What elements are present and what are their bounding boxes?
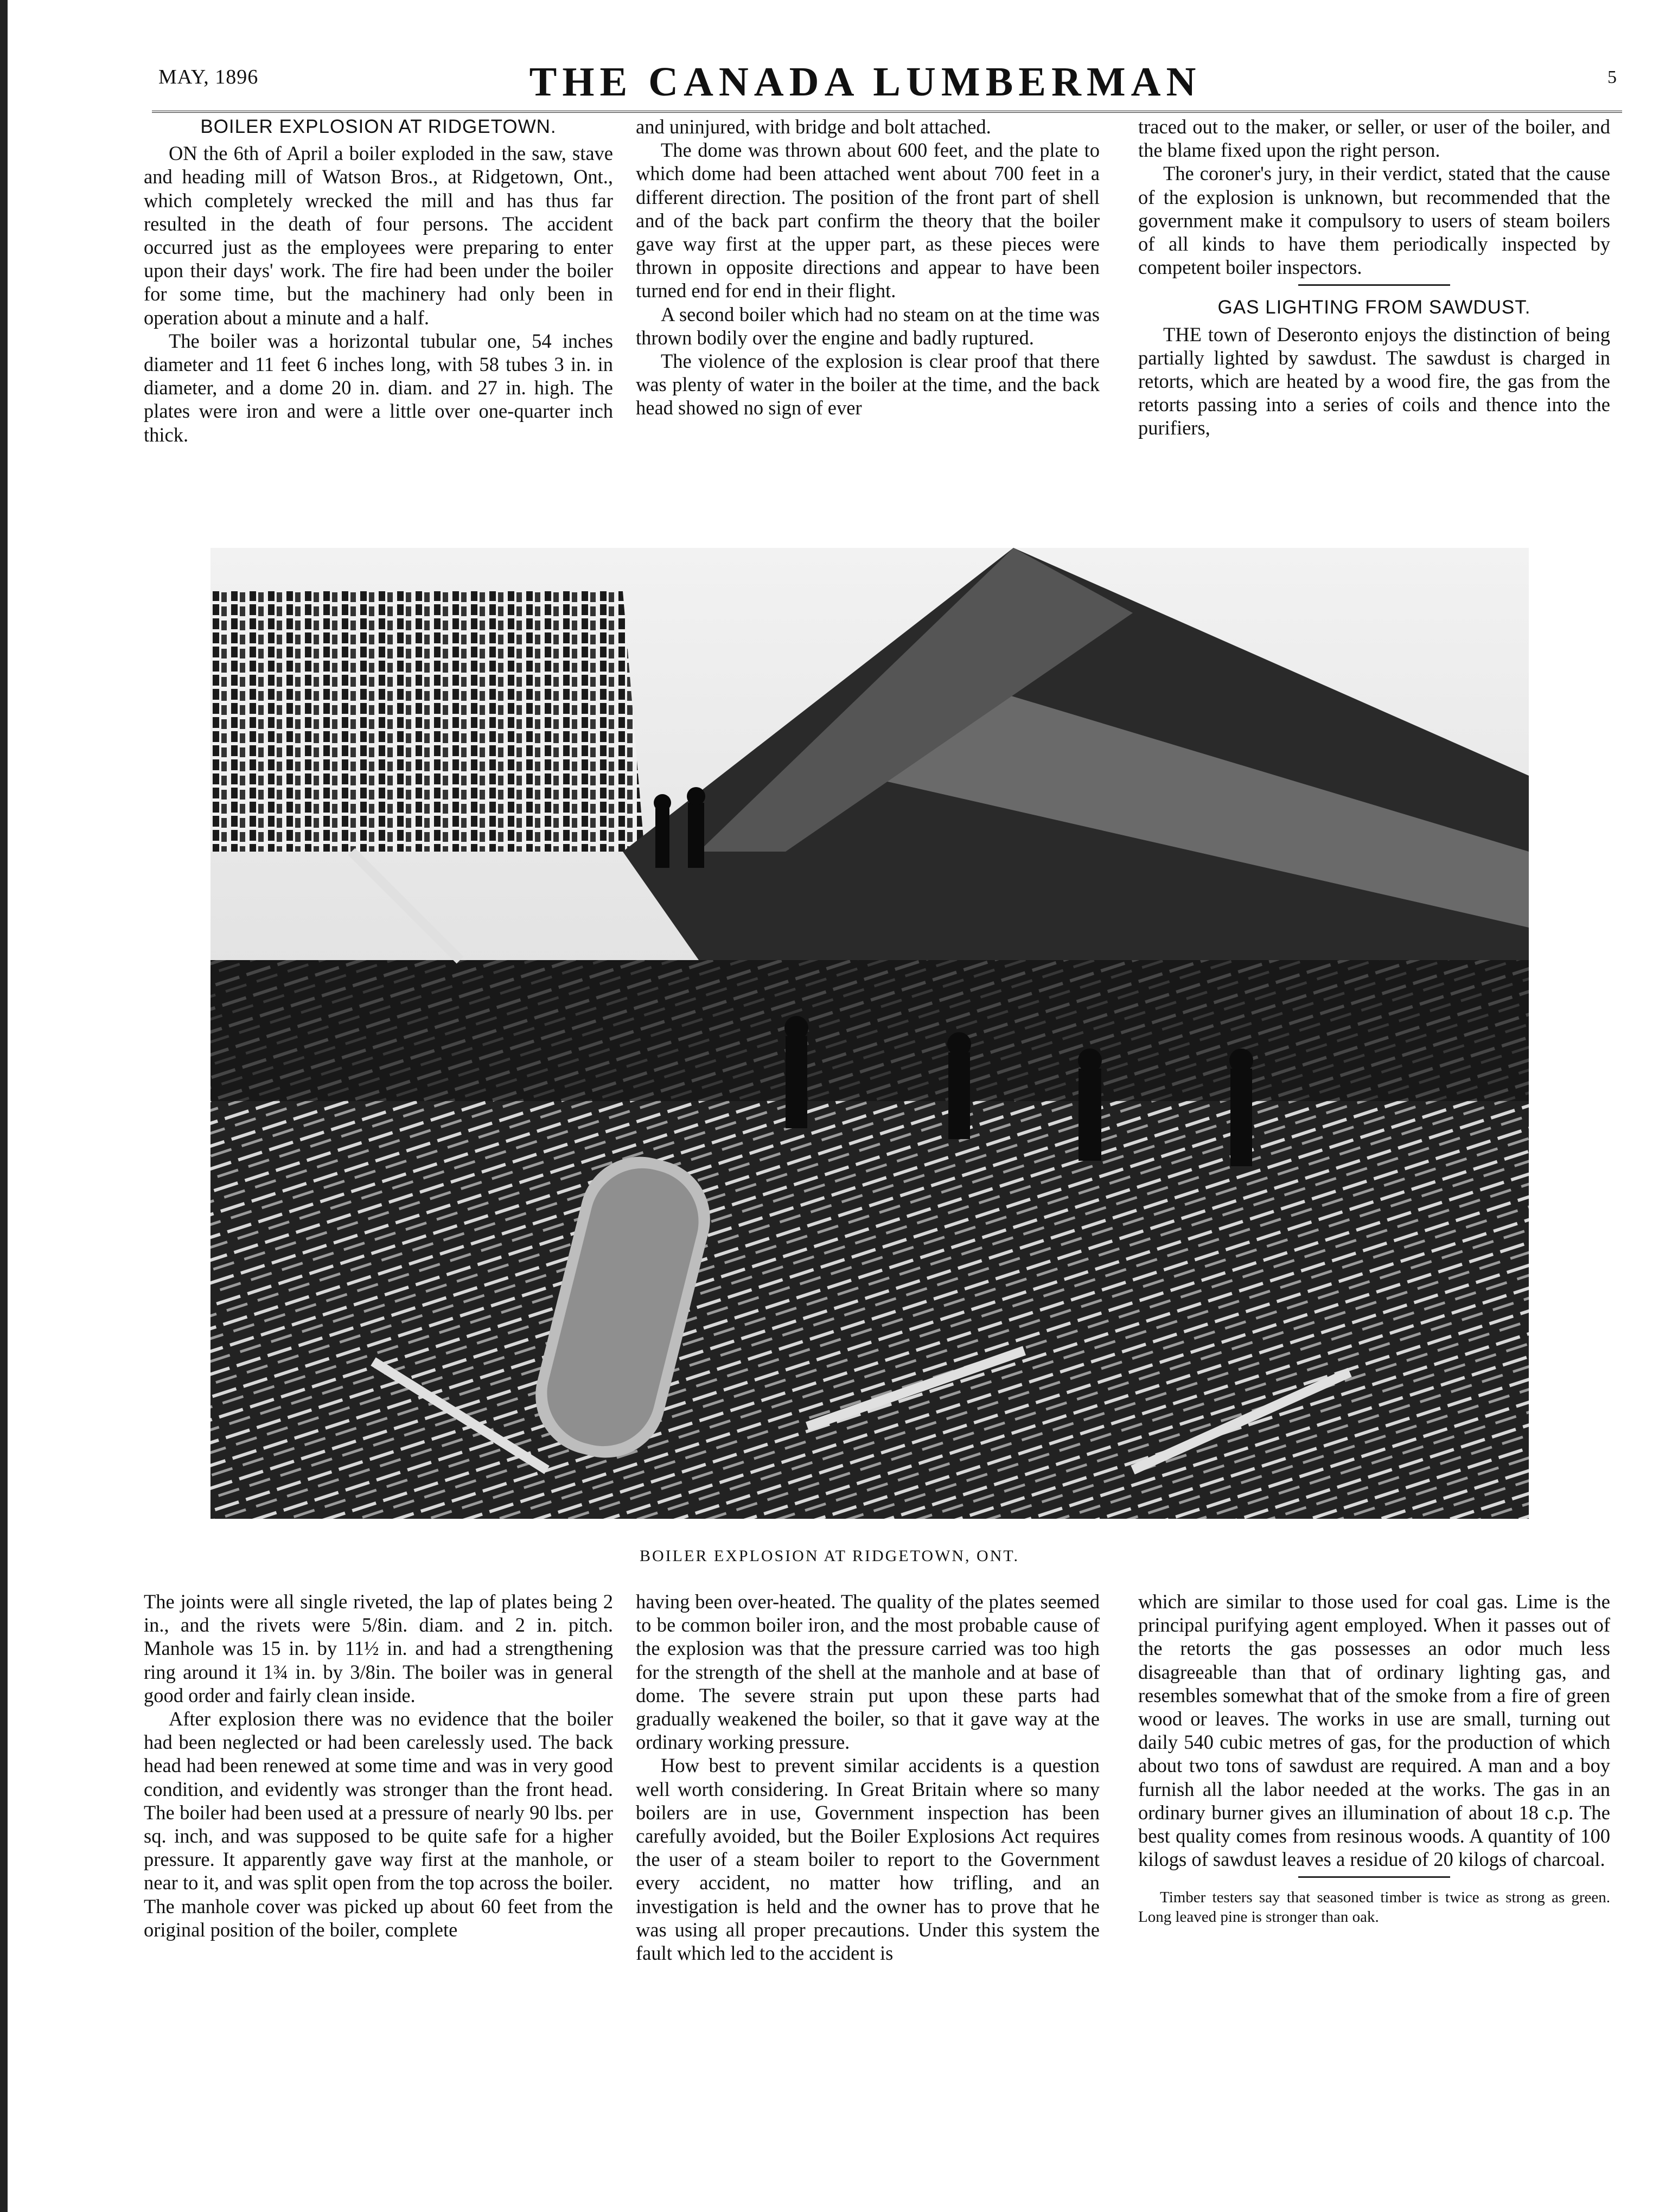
paragraph: THE town of Deseronto enjoys the distinction of being partially lighted by sawdust. The sawdust is charged in retorts, which are heated by a wood fire, the gas from the retorts passing into a series of coils and thence into the purifiers,: [1138, 323, 1610, 439]
article-heading-boiler-explosion: BOILER EXPLOSION AT RIDGETOWN.: [200, 116, 557, 137]
paragraph: ON the 6th of April a boiler exploded in the saw, stave and heading mill of Watson Bros., at Ridgetown, Ont., which completely wrecked the mill and has thus far resulted in the death of four persons. The accident occurred just as the employees were preparing to enter upon their days' work. The fire had been under the boiler for some time, but the machinery had only been in operation about a minute and a half.: [144, 142, 613, 329]
paragraph: After explosion there was no evidence that the boiler had been neglected or had been carelessly used. The back head had been renewed at some time and was in very good condition, and evidently was stronger than the front head. The boiler had been used at a pressure of nearly 90 lbs. per sq. inch, and was supposed to be quite safe for a higher pressure. It apparently gave way first at the manhole, or near to it, and was split open from the top across the boiler. The manhole cover was picked up about 60 feet from the original position of the boiler, complete: [144, 1708, 613, 1941]
issue-date: MAY, 1896: [158, 66, 259, 88]
paragraph: The joints were all single riveted, the lap of plates being 2 in., and the rivets were 5/8in. diam. and 2 in. pitch. Manhole was 15 in. by 11½ in. and had a strengthening ring around it 1¾ in. by 3/8in. The boiler was in general good order and fairly clean inside.: [144, 1590, 613, 1706]
photo-illustration: [210, 548, 1529, 1519]
publication-title: THE CANADA LUMBERMAN: [529, 59, 1202, 105]
paragraph: which are similar to those used for coal gas. Lime is the principal purifying agent employed. When it passes out of the retorts the gas possesses an odor much less disagreeable than that of ordinary lighting gas, and resembles somewhat that of the smoke from a fire of green wood or leaves. The works in use are small, turning out daily 540 cubic metres of gas, for the production of which about two tons of sawdust are required. A man and a boy furnish all the labor needed at the works. The gas in an ordinary burner gives an illumination of about 18 c.p. The best quality comes from resinous woods. A quantity of 100 kilogs of sawdust leaves a residue of 20 kilogs of charcoal.: [1138, 1590, 1610, 1871]
article-gas-bottom-col3: [1138, 1590, 1610, 1927]
paragraph: having been over-heated. The quality of the plates seemed to be common boiler iron, and the most probable cause of the explosion was that the pressure carried was too high for the strength of the shell at the manhole and at base of dome. The severe strain put upon these parts had gradually weakened the boiler, so that it gave way at the ordinary working pressure.: [636, 1590, 1100, 1754]
paragraph: A second boiler which had no steam on at the time was thrown bodily over the engine and badly ruptured.: [636, 303, 1100, 349]
paragraph: How best to prevent similar accidents is a question well worth considering. In Great Britain where so many boilers are in use, Government inspection has been carefully avoided, but the Boiler Explosions Act requires the user of a steam boiler to report to the Government every accident, no matter how trifling, and an investigation is held and the owner has to prove that he was using all proper precautions. Under this system the fault which led to the accident is: [636, 1754, 1100, 1965]
section-divider: [1298, 1876, 1450, 1878]
photo-boiler-explosion: [210, 548, 1529, 1519]
article-boiler-col1: [144, 115, 613, 446]
paragraph: The boiler was a horizontal tubular one, 54 inches diameter and 11 feet 6 inches long, with 58 tubes 3 in. in diameter, and a dome 20 in. diam. and 27 in. high. The plates were iron and were a little over one-quarter inch thick.: [144, 329, 613, 446]
article-boiler-col3: [1138, 115, 1610, 440]
timber-note: Timber testers say that seasoned timber is twice as strong as green. Long leaved pine is stronger than oak.: [1138, 1889, 1610, 1926]
paragraph: The coroner's jury, in their verdict, stated that the cause of the explosion is unknown, but recommended that the government make it compulsory to users of steam boilers of all kinds to have them periodically inspected by competent boiler inspectors.: [1138, 162, 1610, 279]
article-heading-gas-lighting: GAS LIGHTING FROM SAWDUST.: [1217, 297, 1531, 318]
page-number: 5: [1607, 67, 1617, 87]
paragraph: and uninjured, with bridge and bolt attached.: [636, 116, 991, 138]
article-boiler-bottom-col2: [636, 1590, 1100, 1965]
paragraph: traced out to the maker, or seller, or user of the boiler, and the blame fixed upon the right person.: [1138, 116, 1610, 162]
photo-caption: BOILER EXPLOSION AT RIDGETOWN, ONT.: [640, 1547, 1019, 1565]
article-boiler-bottom-col1: [144, 1590, 613, 1941]
paragraph: The violence of the explosion is clear proof that there was plenty of water in the boiler at the time, and the back head showed no sign of ever: [636, 350, 1100, 419]
masthead-rule: [152, 111, 1622, 113]
page-binding-edge: [0, 0, 8, 2212]
article-boiler-col2: [636, 115, 1100, 420]
paragraph: The dome was thrown about 600 feet, and the plate to which dome had been attached went about 700 feet in a different direction. The position of the front part of shell and of the back part confirm the theory that the boiler gave way first at the upper part, as these pieces were thrown in opposite directions and appear to have been turned end for end in their flight.: [636, 139, 1100, 302]
section-divider: [1298, 284, 1450, 286]
